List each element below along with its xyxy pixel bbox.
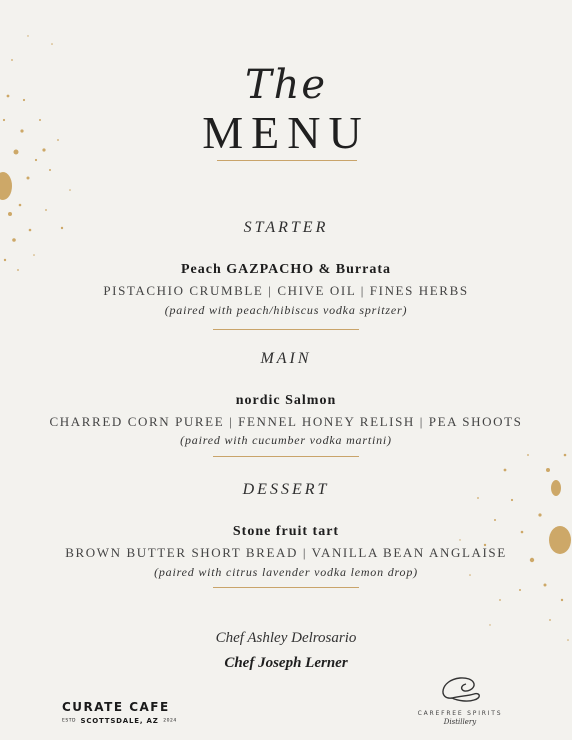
dish-description-main: CHARRED CORN PUREE | FENNEL HONEY RELISH | PEA SHOOTS [49,414,523,429]
course-divider [213,456,359,457]
course-divider [213,329,359,330]
carefree-spirits-subline: Distillery [443,718,477,726]
course-heading-starter: STARTER [243,219,329,236]
curate-cafe-name: CURATE CAFE [62,700,170,714]
menu-script-the: The [244,62,328,108]
carefree-spirits-logo [410,672,510,726]
dish-pairing-main: (paired with cucumber vodka martini) [180,433,392,447]
dish-description-dessert: BROWN BUTTER SHORT BREAD | VANILLA BEAN ANGLAISE [65,545,507,560]
dish-name-dessert: Stone fruit tart [232,524,340,539]
course-divider [213,587,359,588]
course-heading-dessert: DESSERT [242,481,330,498]
course-heading-main: MAIN [260,350,312,367]
menu-title: MENU [202,107,370,158]
curate-cafe-location: SCOTTSDALE, AZ [80,717,159,725]
chef-name-1: Chef Ashley Delrosario [215,630,357,646]
dish-name-main: nordic Salmon [235,393,337,408]
carefree-spirits-name: CAREFREE SPIRITS [417,710,503,717]
curate-cafe-subline [62,717,182,725]
dish-pairing-starter: (paired with peach/hibiscus vodka spritzer) [164,303,408,317]
dish-description-starter: PISTACHIO CRUMBLE | CHIVE OIL | FINES HERBS [103,283,469,298]
dish-pairing-dessert: (paired with citrus lavender vodka lemon drop) [154,565,418,579]
title-divider [217,160,357,161]
carefree-spirits-emblem-icon [430,672,490,706]
chef-name-2: Chef Joseph Lerner [224,655,348,671]
curate-cafe-year: 2024 [163,718,177,724]
curate-cafe-estd: ESTD [62,718,76,724]
curate-cafe-logo [62,700,182,725]
dish-name-starter: Peach GAZPACHO & Burrata [181,262,391,277]
